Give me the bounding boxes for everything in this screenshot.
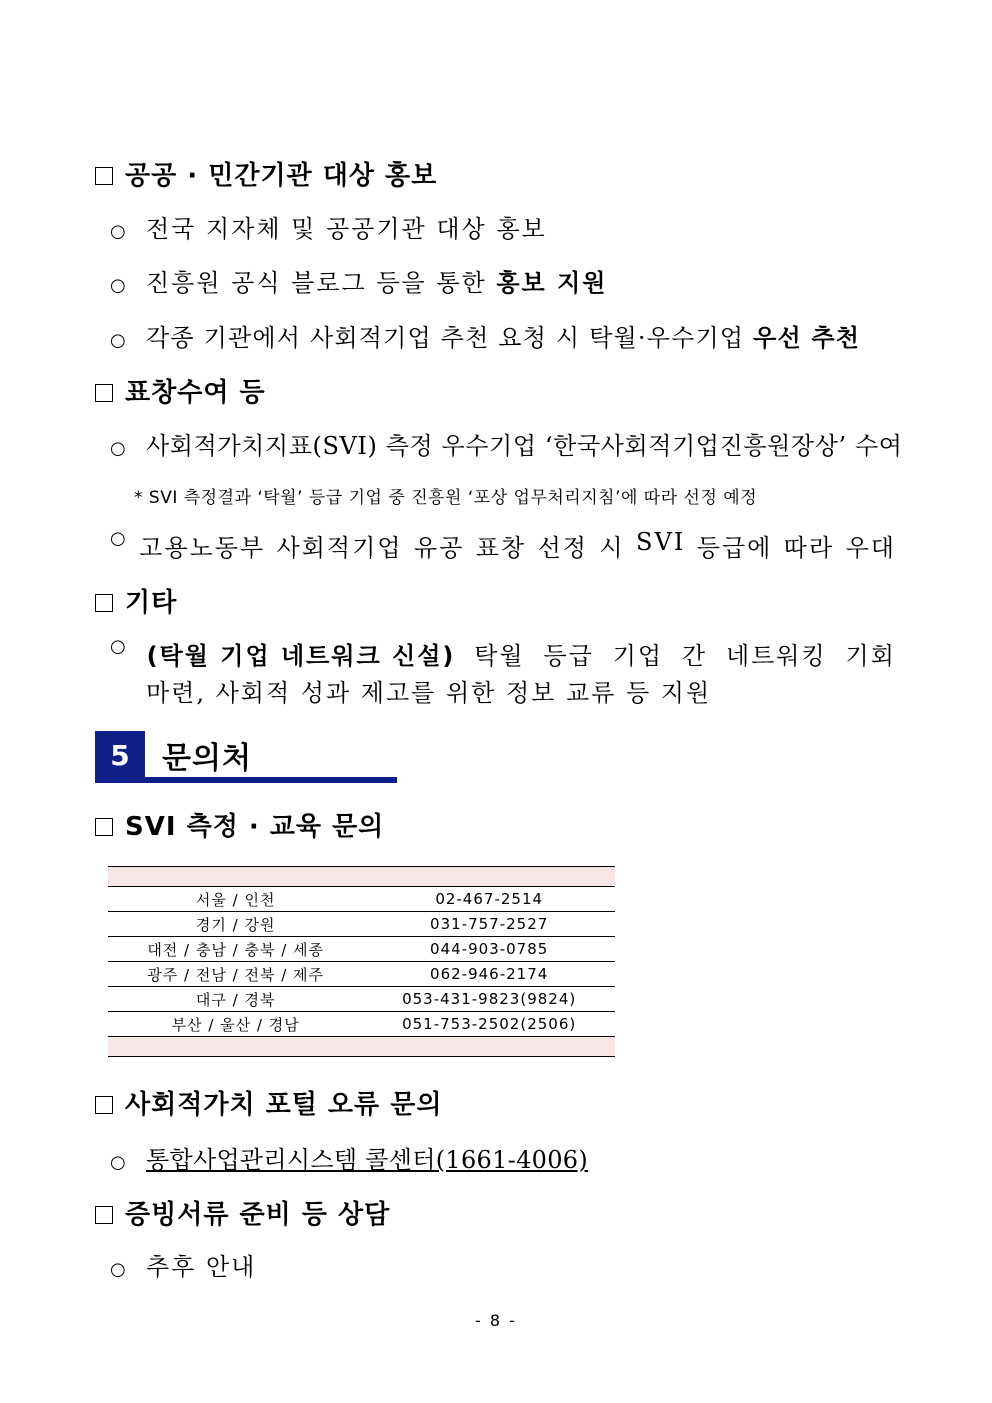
checkbox-square-icon — [95, 384, 113, 402]
table-row: 대전 / 충남 / 충북 / 세종 044-903-0785 — [108, 937, 615, 962]
section-underline — [95, 777, 397, 783]
table-row: 서울 / 인천 02-467-2514 — [108, 887, 615, 912]
circle-bullet-icon: ○ — [110, 528, 128, 549]
table-header-row — [108, 867, 615, 887]
page-number: - 8 - — [475, 1311, 517, 1330]
checkbox-square-icon — [95, 1096, 113, 1114]
circle-bullet-icon: ○ — [110, 438, 127, 459]
bold-text: 홍보 지원 — [496, 269, 608, 297]
footnote: * SVI 측정결과 ‘탁월’ 등급 기업 중 진흥원 ‘포상 업무처리지침’에 따라 선정 예정 — [134, 488, 758, 508]
bold-text: (탁월 기업 네트워크 신설) — [146, 642, 456, 670]
list-item: ○ 진흥원 공식 블로그 등을 통한 홍보 지원 — [110, 269, 608, 297]
list-item: ○ 전국 지자체 및 공공기관 대상 홍보 — [110, 215, 547, 243]
section-number: 5 — [95, 731, 145, 781]
heading-awards: 표창수여 등 — [95, 372, 266, 409]
list-item: ○ (탁월 기업 네트워크 신설) 탁월 등급 기업 간 네트워킹 기회 — [110, 636, 896, 670]
table-row: 경기 / 강원 031-757-2527 — [108, 912, 615, 937]
list-item: ○ 고용노동부 사회적기업 유공 표창 선정 시 SVI 등급에 따라 우대 — [110, 528, 896, 562]
list-item-continuation: 마련, 사회적 성과 제고를 위한 정보 교류 등 지원 — [146, 679, 712, 707]
heading-documents: 증빙서류 준비 등 상담 — [95, 1194, 390, 1231]
table-footer-row — [108, 1037, 615, 1057]
circle-bullet-icon: ○ — [110, 1259, 128, 1280]
section-title: 문의처 — [162, 741, 252, 776]
circle-bullet-icon: ○ — [110, 636, 128, 657]
heading-public-promotion: 공공 · 민간기관 대상 홍보 — [95, 155, 437, 192]
list-item: ○ 사회적가치지표(SVI) 측정 우수기업 ‘한국사회적기업진흥원장상’ 수여 — [110, 432, 903, 460]
table-row: 광주 / 전남 / 전북 / 제주 062-946-2174 — [108, 962, 615, 987]
circle-bullet-icon: ○ — [110, 330, 127, 351]
list-item — [110, 1140, 588, 1175]
checkbox-square-icon — [95, 818, 113, 836]
table-row: 대구 / 경북 053-431-9823(9824) — [108, 987, 615, 1012]
heading-etc: 기타 — [95, 582, 177, 619]
table-row: 부산 / 울산 / 경남 051-753-2502(2506) — [108, 1012, 615, 1037]
heading-svi-inquiry: SVI 측정 · 교육 문의 — [95, 806, 384, 843]
list-item: ○ 추후 안내 — [110, 1253, 257, 1281]
heading-portal-error: 사회적가치 포털 오류 문의 — [95, 1084, 442, 1121]
circle-bullet-icon: ○ — [110, 221, 128, 242]
contact-table — [108, 866, 615, 1057]
circle-bullet-icon: ○ — [110, 1152, 127, 1173]
checkbox-square-icon — [95, 167, 113, 185]
checkbox-square-icon — [95, 594, 113, 612]
call-center-text: 통합사업관리시스템 콜센터(1661-4006) — [146, 1146, 589, 1174]
circle-bullet-icon: ○ — [110, 275, 128, 296]
bold-text: 우선 추천 — [753, 324, 861, 352]
list-item: ○ 각종 기관에서 사회적기업 추천 요청 시 탁월·우수기업 우선 추천 — [110, 324, 861, 352]
checkbox-square-icon — [95, 1206, 113, 1224]
